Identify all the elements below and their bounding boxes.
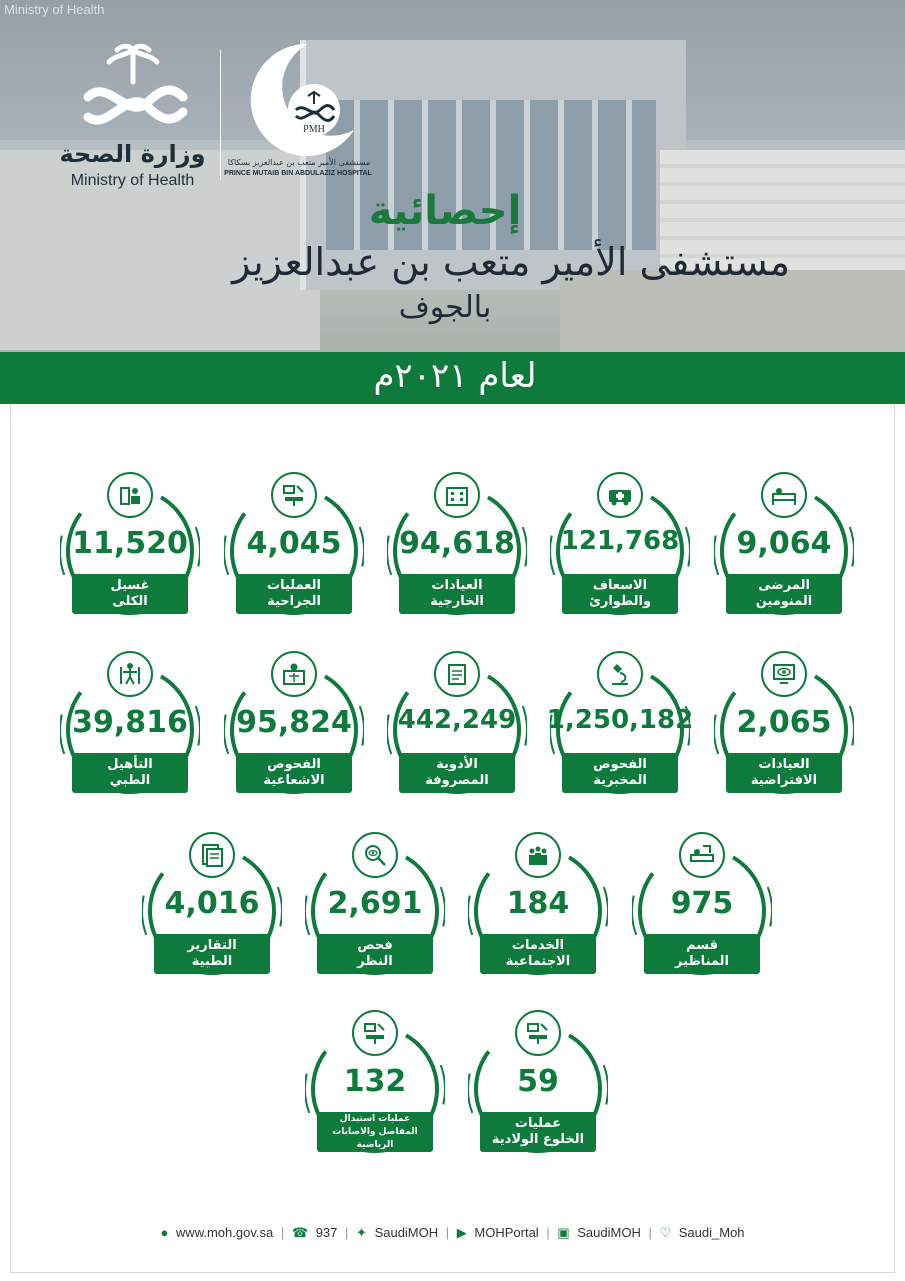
stat-value: 442,249 <box>397 705 517 735</box>
stat-label: التأهيل الطبي <box>72 753 188 793</box>
stat-value: 132 <box>343 1064 407 1099</box>
year-banner <box>0 352 905 404</box>
stat-value: 4,045 <box>246 526 342 561</box>
stat-rehab <box>60 655 200 815</box>
stat-value: 94,618 <box>399 526 515 561</box>
stat-value: 4,016 <box>164 886 260 921</box>
eye-magnifier-icon <box>362 842 388 868</box>
footer-instagram-link[interactable]: SaudiMOH <box>577 1225 641 1240</box>
endoscopy-icon <box>689 842 715 868</box>
palm-swords-emblem-icon <box>73 42 193 137</box>
stat-outpatient <box>387 476 527 636</box>
stat-label: التقارير الطبية <box>154 934 270 974</box>
stat-label: قسم المناظير <box>644 934 760 974</box>
stat-joint-replacement <box>305 1014 445 1174</box>
stat-medical-reports <box>142 836 282 996</box>
dialysis-icon <box>117 482 143 508</box>
logo-divider <box>220 50 221 180</box>
stat-value: 95,824 <box>236 705 352 740</box>
stat-value: 1,250,182 <box>546 705 694 735</box>
stat-value: 2,691 <box>327 886 423 921</box>
stat-label: الأدوية المصروفة <box>399 753 515 793</box>
stat-label: العيادات الخارجية <box>399 574 515 614</box>
stat-label: العمليات الجراحية <box>236 574 352 614</box>
stat-label: عمليات الخلوع الولادية <box>480 1112 596 1152</box>
stat-label: العيادات الافتراضية <box>726 753 842 793</box>
stat-lab-tests <box>546 655 694 815</box>
stat-radiology <box>224 655 364 815</box>
stat-value: 184 <box>506 886 570 921</box>
operating-lamp-icon <box>281 482 307 508</box>
moh-arabic-name: وزارة الصحة <box>59 140 206 168</box>
globe-icon: ● <box>160 1225 169 1240</box>
footer-snapchat-link[interactable]: Saudi_Moh <box>678 1225 745 1240</box>
moh-english-name: Ministry of Health <box>70 172 195 189</box>
stat-label: الفحوص المخبرية <box>562 753 678 793</box>
stat-surgeries <box>224 476 364 636</box>
stat-label: غسيل الكلى <box>72 574 188 614</box>
stat-label: الخدمات الاجتماعية <box>480 934 596 974</box>
stat-dialysis <box>60 476 200 636</box>
stat-value: 975 <box>670 886 734 921</box>
corner-watermark: Ministry of Health <box>4 2 105 17</box>
ambulance-icon <box>607 482 633 508</box>
operating-lamp-icon <box>525 1020 551 1046</box>
footer-phone[interactable]: 937 <box>315 1225 338 1240</box>
stat-value: 2,065 <box>736 705 832 740</box>
hospital-arabic-name: مستشفى الأمير متعب بن عبدالعزيز بسكاكا <box>227 158 371 167</box>
hospital-location: بالجوف <box>398 290 492 325</box>
microscope-icon <box>607 661 633 687</box>
stat-label: الفحوص الاشعاعية <box>236 753 352 793</box>
phone-icon: ☎ <box>291 1225 309 1240</box>
instagram-icon: ▣ <box>557 1225 570 1240</box>
stat-eye-exams <box>305 836 445 996</box>
stat-medications <box>387 655 527 815</box>
stat-label: المرضى المنومين <box>726 574 842 614</box>
stat-label: الاسعاف والطوارئ <box>562 574 678 614</box>
footer-contacts: ● www.moh.gov.sa | ☎ 937 | ✦ SaudiMOH | ▶ MOHPortal | ▣ SaudiMOH | ♡ Saudi_Moh <box>160 1225 745 1240</box>
stat-label: عمليات استبدال المفاصل والاصابات الرياضية <box>317 1112 433 1152</box>
stat-sports-injuries <box>468 1014 608 1174</box>
report-icon <box>199 842 225 868</box>
pmh-badge: PMH <box>303 124 325 135</box>
operating-lamp-icon <box>362 1020 388 1046</box>
stat-label: فحص النظر <box>317 934 433 974</box>
footer-twitter-link[interactable]: SaudiMOH <box>374 1225 439 1240</box>
bed-icon <box>771 482 797 508</box>
hospital-logo <box>224 40 372 185</box>
hospital-building-icon <box>444 482 470 508</box>
stat-value: 39,816 <box>72 705 188 740</box>
footer-website-link[interactable]: www.moh.gov.sa <box>175 1225 274 1240</box>
hospital-english-name: PRINCE MUTAIB BIN ABDULAZIZ HOSPITAL <box>224 170 372 177</box>
virtual-eye-icon <box>771 661 797 687</box>
hospital-name: مستشفى الأمير متعب بن عبدالعزيز <box>232 240 790 284</box>
stat-endoscopy <box>632 836 772 996</box>
people-icon <box>525 842 551 868</box>
snapchat-icon: ♡ <box>659 1225 672 1240</box>
stat-virtual-clinics <box>714 655 854 815</box>
physiotherapy-icon <box>117 661 143 687</box>
stat-social-services <box>468 836 608 996</box>
stat-emergency <box>550 476 690 636</box>
stat-value: 11,520 <box>72 526 188 561</box>
page-title: إحصائية <box>368 188 522 234</box>
stat-value: 9,064 <box>736 526 832 561</box>
footer-youtube-link[interactable]: MOHPortal <box>474 1225 539 1240</box>
stat-inpatients <box>714 476 854 636</box>
moh-logo <box>50 42 215 189</box>
crescent-pmh-icon <box>228 40 368 158</box>
stat-value: 121,768 <box>560 526 680 556</box>
xray-icon <box>281 661 307 687</box>
youtube-icon: ▶ <box>456 1225 467 1240</box>
year-label: لعام ٢٠٢١م <box>373 356 537 396</box>
stat-value: 59 <box>517 1064 559 1099</box>
twitter-icon: ✦ <box>356 1225 367 1240</box>
prescription-icon <box>444 661 470 687</box>
